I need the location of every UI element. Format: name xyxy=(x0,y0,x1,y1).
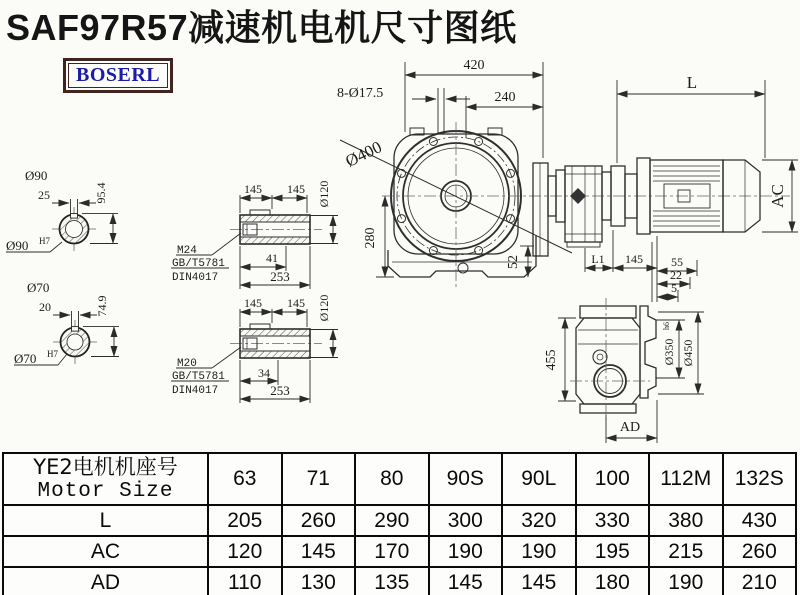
table-cell: 260 xyxy=(723,536,797,567)
label-od-70: Ø70 xyxy=(27,280,50,295)
table-cell: 190 xyxy=(649,567,723,595)
label-std-din-b: DIN4017 xyxy=(172,385,219,397)
table-cell: 330 xyxy=(576,505,650,536)
side-view xyxy=(533,158,760,256)
dim-450: Ø450 xyxy=(681,339,695,367)
table-cell: 300 xyxy=(429,505,503,536)
table-cell: 63 xyxy=(208,453,282,505)
label-bore-90: Ø90 xyxy=(6,238,29,253)
header-cn: YE2电机机座号 xyxy=(33,455,178,479)
keyway-90 xyxy=(71,214,78,219)
table-cell: 215 xyxy=(649,536,723,567)
output-view xyxy=(570,298,656,420)
label-std-gb-b: GB/T5781 xyxy=(172,371,225,383)
table-cell: 135 xyxy=(355,567,429,595)
table-row-AC xyxy=(3,536,796,567)
output-housing xyxy=(576,318,640,404)
dim-41: 41 xyxy=(266,251,278,265)
dim-22: 22 xyxy=(670,268,682,282)
table-cell: 71 xyxy=(282,453,356,505)
table-cell: 120 xyxy=(208,536,282,567)
dim-52: 52 xyxy=(506,255,521,269)
table-cell: 100 xyxy=(576,453,650,505)
dim-key-25: 25 xyxy=(38,188,50,202)
dim-95-4: 95.4 xyxy=(94,182,108,204)
table-cell: 430 xyxy=(723,505,797,536)
dim-34: 34 xyxy=(258,366,270,380)
label-bore-70-tol: H7 xyxy=(47,349,58,359)
table-cell: 80 xyxy=(355,453,429,505)
dim-253-a: 253 xyxy=(270,269,290,284)
dim-145-a: 145 xyxy=(244,182,262,196)
dim-55: 55 xyxy=(671,255,683,269)
breather-valve-icon xyxy=(570,188,586,204)
table-cell: 112M xyxy=(649,453,723,505)
dim-L1: L1 xyxy=(591,252,605,266)
dim-od-120-a: Ø120 xyxy=(317,180,331,208)
dim-420: 420 xyxy=(463,58,485,73)
motor-size-table xyxy=(2,452,797,595)
table-header-motor-size xyxy=(3,453,208,505)
table-row-AD xyxy=(3,567,796,595)
table-header-row xyxy=(3,453,796,505)
table-cell: 210 xyxy=(723,567,797,595)
table-cell: 205 xyxy=(208,505,282,536)
table-cell: 132S xyxy=(723,453,797,505)
label-std-din-a: DIN4017 xyxy=(172,272,219,284)
hollow-shaft-m24 xyxy=(171,181,338,289)
dim-145-b: 145 xyxy=(287,296,305,310)
label-thread-m20: M20 xyxy=(177,358,197,370)
dim-AC: AC xyxy=(768,184,787,208)
table-cell: 260 xyxy=(282,505,356,536)
dim-145: 145 xyxy=(625,252,643,266)
dim-key-20: 20 xyxy=(39,300,51,314)
table-cell: 90L xyxy=(502,453,576,505)
mounting-plate xyxy=(533,163,548,256)
table-cell: 145 xyxy=(282,536,356,567)
side-view-dims xyxy=(585,73,798,302)
table-cell: 110 xyxy=(208,567,282,595)
table-cell: 380 xyxy=(649,505,723,536)
hollow-shaft-m20 xyxy=(171,295,338,403)
table-cell: 145 xyxy=(429,567,503,595)
label-bore-90-tol: H7 xyxy=(39,236,50,246)
shaft-section-90 xyxy=(6,168,118,253)
dim-240: 240 xyxy=(494,90,516,105)
table-cell: 90S xyxy=(429,453,503,505)
dim-AD: AD xyxy=(619,420,641,435)
dim-253-b: 253 xyxy=(270,383,290,398)
table-cell: 130 xyxy=(282,567,356,595)
row-label: AC xyxy=(3,536,208,567)
label-thread-m24: M24 xyxy=(177,245,197,257)
dim-145-b: 145 xyxy=(287,182,305,196)
table-cell: 170 xyxy=(355,536,429,567)
page-title: SAF97R57减速机电机尺寸图纸 xyxy=(6,7,517,48)
shaft-section-70 xyxy=(14,280,119,366)
table-cell: 195 xyxy=(576,536,650,567)
table-cell: 320 xyxy=(502,505,576,536)
brand-logo-text: BOSERL xyxy=(76,64,161,86)
keyway-70 xyxy=(72,327,79,332)
adapter-bell xyxy=(565,166,602,242)
header-en: Motor Size xyxy=(37,480,174,503)
label-bore-70: Ø70 xyxy=(14,351,37,366)
dim-holes: 8-Ø17.5 xyxy=(337,86,384,101)
dim-455: 455 xyxy=(544,349,559,371)
dim-145-a: 145 xyxy=(244,296,262,310)
table-cell: 190 xyxy=(502,536,576,567)
output-view-dims xyxy=(544,312,704,443)
dim-diameter-400: Ø400 xyxy=(342,137,385,171)
table-cell: 145 xyxy=(502,567,576,595)
dim-od-120-b: Ø120 xyxy=(317,294,331,322)
table-row-L xyxy=(3,505,796,536)
front-view-dims xyxy=(337,58,543,277)
label-od-90: Ø90 xyxy=(25,168,48,183)
dim-350-tol: h6 xyxy=(662,322,671,330)
label-std-gb-a: GB/T5781 xyxy=(172,258,225,270)
dim-350: Ø350 xyxy=(662,338,676,366)
row-label: AD xyxy=(3,567,208,595)
output-flange xyxy=(640,306,656,398)
table-cell: 290 xyxy=(355,505,429,536)
dim-L: L xyxy=(686,73,698,92)
table-cell: 190 xyxy=(429,536,503,567)
dim-74-9: 74.9 xyxy=(95,295,109,317)
table-cell: 180 xyxy=(576,567,650,595)
dim-280: 280 xyxy=(363,227,378,249)
row-label: L xyxy=(3,505,208,536)
dim-5: 5 xyxy=(671,281,677,295)
